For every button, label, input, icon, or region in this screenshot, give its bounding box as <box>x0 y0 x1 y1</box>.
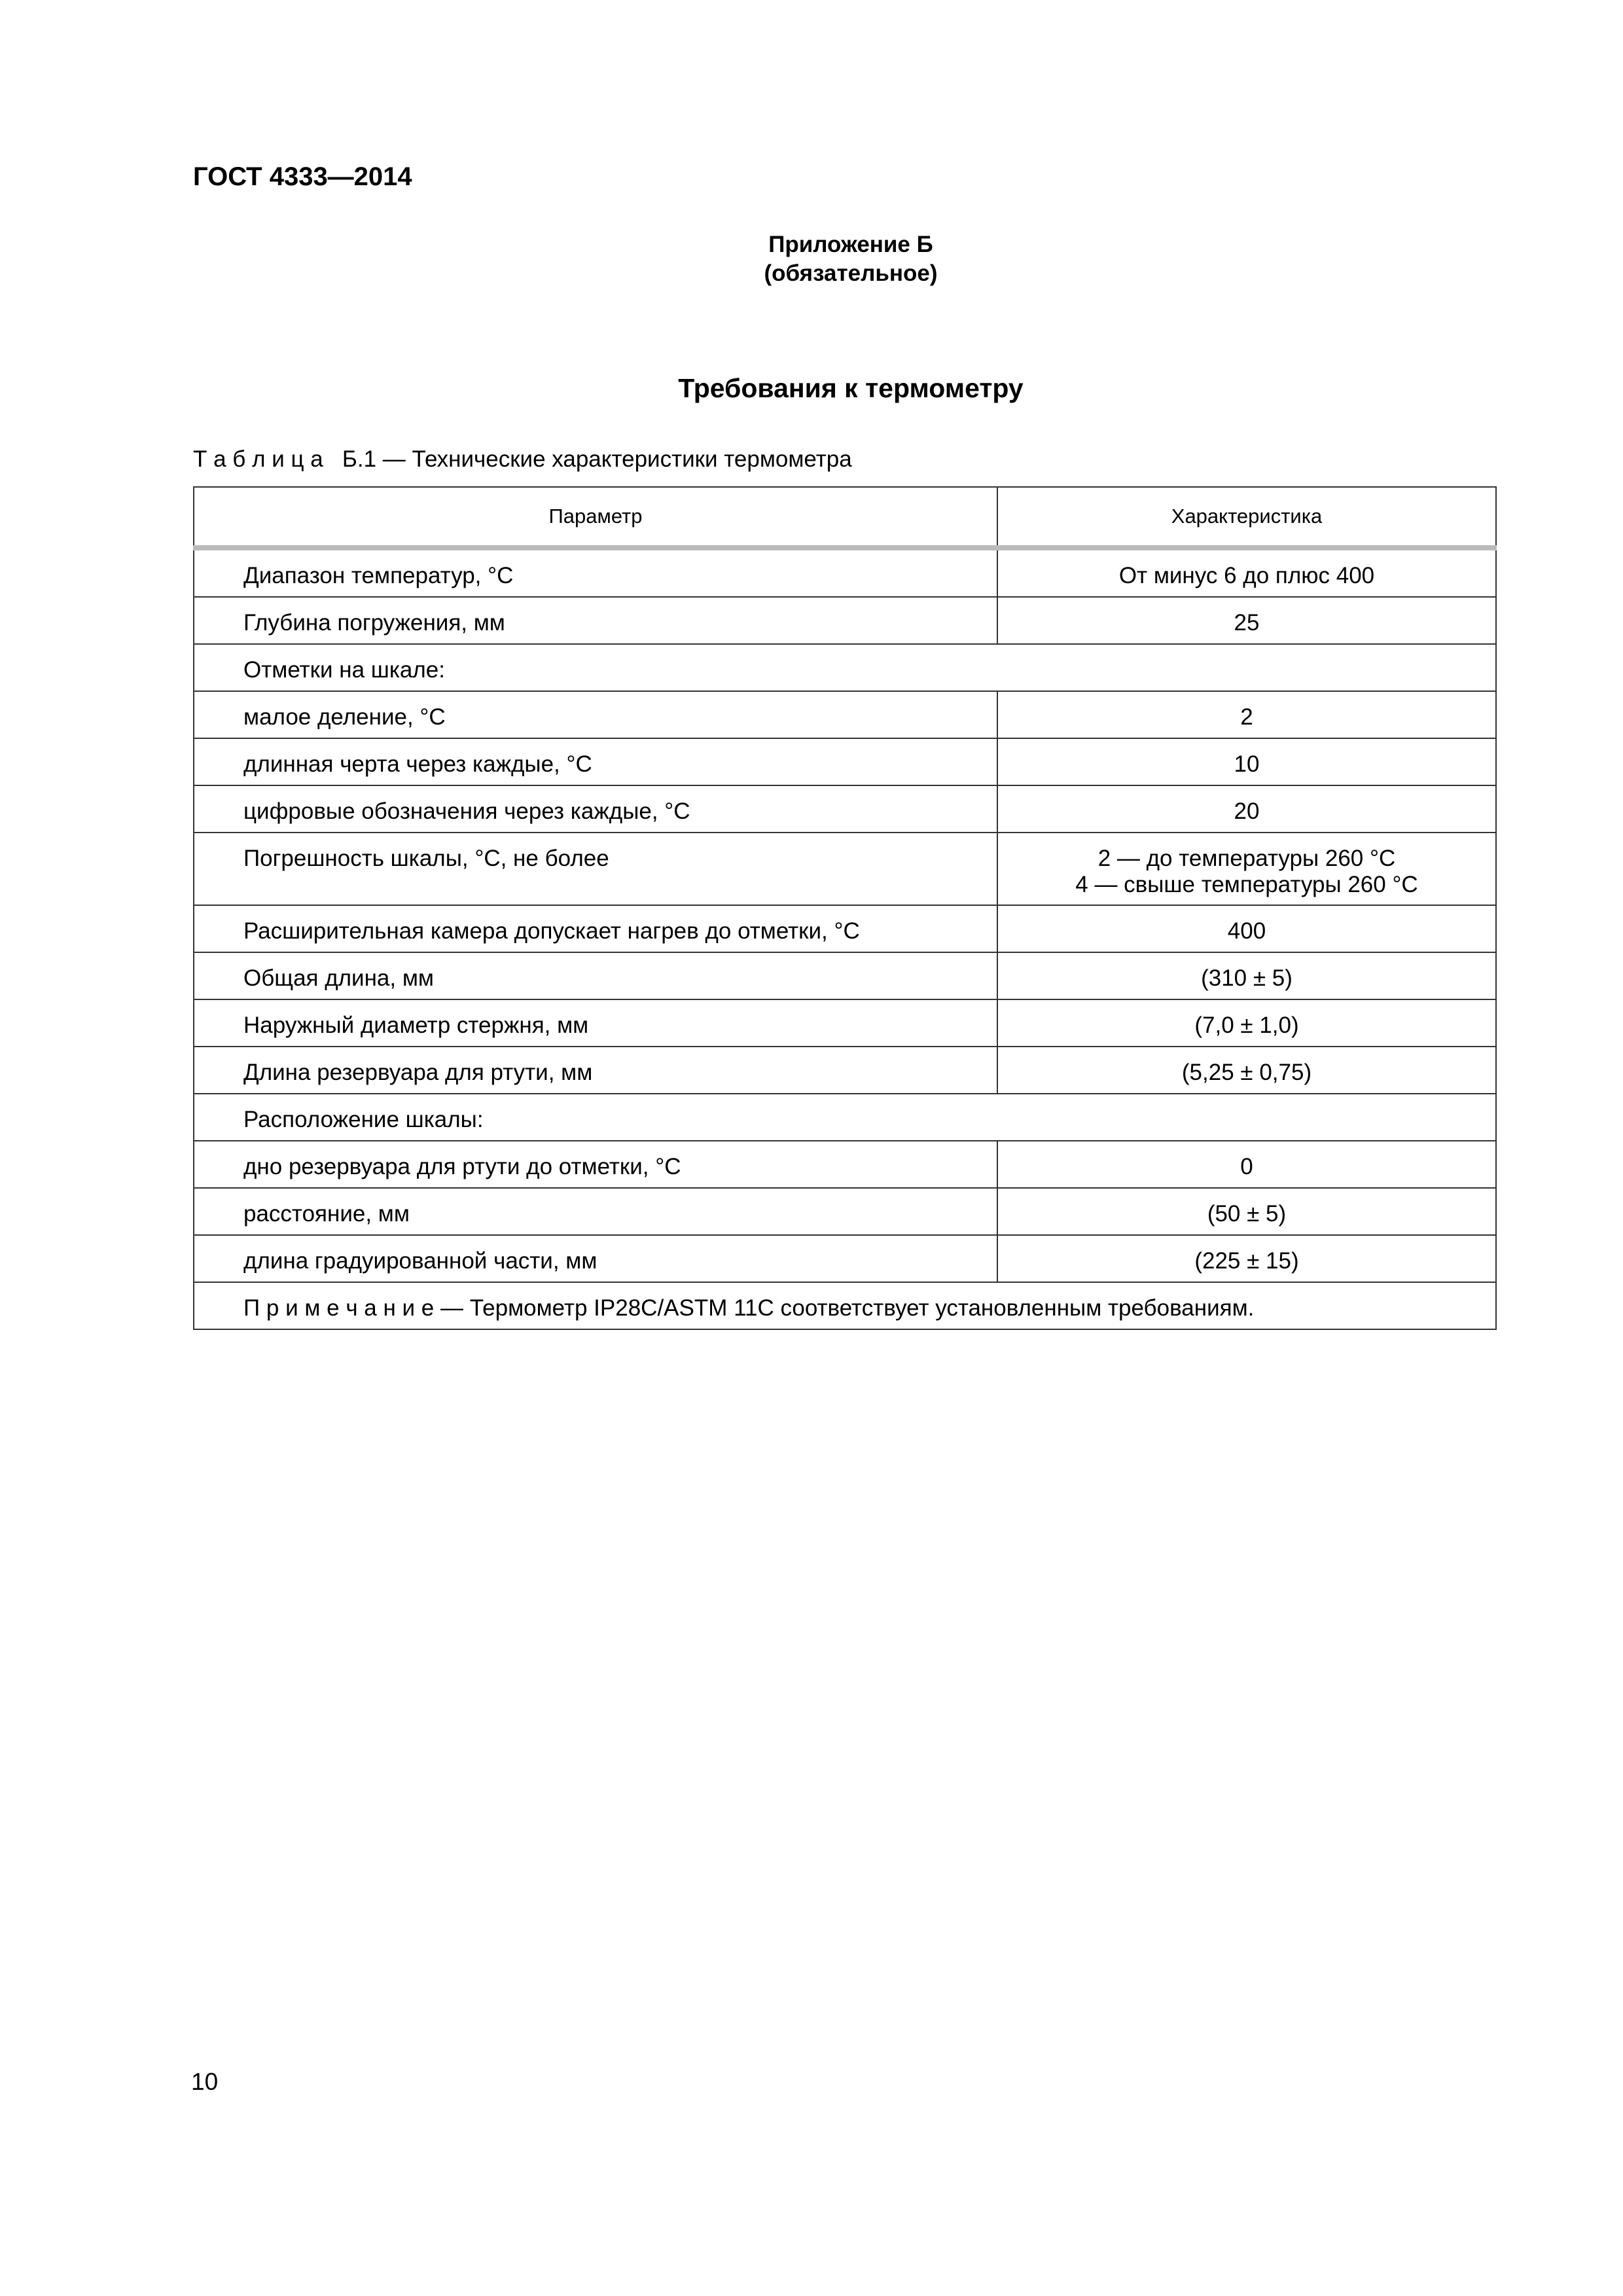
value-cell: (310 ± 5) <box>997 952 1496 999</box>
spec-table <box>193 486 1497 1330</box>
section-title: Требования к термометру <box>678 373 1024 403</box>
param-cell: Диапазон температур, °С <box>194 548 997 597</box>
table-note-row <box>194 1282 1496 1329</box>
table-group-row <box>194 1094 1496 1141</box>
param-cell: малое деление, °С <box>194 691 997 738</box>
table-row <box>194 905 1496 952</box>
table-caption-prefix: Т а б л и ц а <box>193 446 323 472</box>
header-param: Параметр <box>194 487 997 548</box>
appendix-heading <box>753 230 949 288</box>
table-group-row <box>194 644 1496 691</box>
group-cell: Отметки на шкале: <box>194 644 1496 691</box>
value-cell: (225 ± 15) <box>997 1235 1496 1282</box>
table-row <box>194 1047 1496 1094</box>
note-text: — Термометр IP28C/ASTM 11C соответствует установленным требованиям. <box>440 1295 1255 1321</box>
param-cell: длина градуированной части, мм <box>194 1235 997 1282</box>
param-cell: длинная черта через каждые, °С <box>194 738 997 785</box>
page-number: 10 <box>191 2068 219 2095</box>
table-row <box>194 548 1496 597</box>
param-cell: Наружный диаметр стержня, мм <box>194 999 997 1047</box>
param-cell: расстояние, мм <box>194 1188 997 1235</box>
value-cell: 25 <box>997 597 1496 644</box>
param-cell: Длина резервуара для ртути, мм <box>194 1047 997 1094</box>
table-row <box>194 1141 1496 1188</box>
table-row <box>194 999 1496 1047</box>
table-row <box>194 952 1496 999</box>
table-header-row <box>194 487 1496 548</box>
value-cell: 2 <box>997 691 1496 738</box>
table-caption-text: Б.1 — Технические характеристики термометра <box>342 446 852 472</box>
value-cell <box>997 833 1496 905</box>
param-cell: дно резервуара для ртути до отметки, °С <box>194 1141 997 1188</box>
table-row <box>194 691 1496 738</box>
standard-header: ГОСТ 4333—2014 <box>193 162 412 191</box>
value-line-1: 2 — до температуры 260 °С <box>1097 846 1396 871</box>
value-cell: 20 <box>997 785 1496 833</box>
value-line-2: 4 — свыше температуры 260 °С <box>1075 872 1418 897</box>
note-prefix: П р и м е ч а н и е <box>243 1295 435 1321</box>
value-cell: От минус 6 до плюс 400 <box>997 548 1496 597</box>
param-cell: Погрешность шкалы, °С, не более <box>194 833 997 905</box>
value-cell: (5,25 ± 0,75) <box>997 1047 1496 1094</box>
header-value: Характеристика <box>997 487 1496 548</box>
value-cell: 400 <box>997 905 1496 952</box>
param-cell: Глубина погружения, мм <box>194 597 997 644</box>
value-cell: (7,0 ± 1,0) <box>997 999 1496 1047</box>
appendix-subtitle: (обязательное) <box>764 260 938 286</box>
table-row <box>194 1188 1496 1235</box>
param-cell: цифровые обозначения через каждые, °С <box>194 785 997 833</box>
table-row <box>194 785 1496 833</box>
table-caption <box>193 446 852 473</box>
table-row <box>194 1235 1496 1282</box>
table-row <box>194 597 1496 644</box>
group-cell: Расположение шкалы: <box>194 1094 1496 1141</box>
table-note <box>194 1282 1496 1329</box>
value-cell: 0 <box>997 1141 1496 1188</box>
table-row <box>194 833 1496 905</box>
appendix-title: Приложение Б <box>768 232 933 257</box>
param-cell: Расширительная камера допускает нагрев до отметки, °С <box>194 905 997 952</box>
value-cell: 10 <box>997 738 1496 785</box>
value-cell: (50 ± 5) <box>997 1188 1496 1235</box>
table-row <box>194 738 1496 785</box>
param-cell: Общая длина, мм <box>194 952 997 999</box>
